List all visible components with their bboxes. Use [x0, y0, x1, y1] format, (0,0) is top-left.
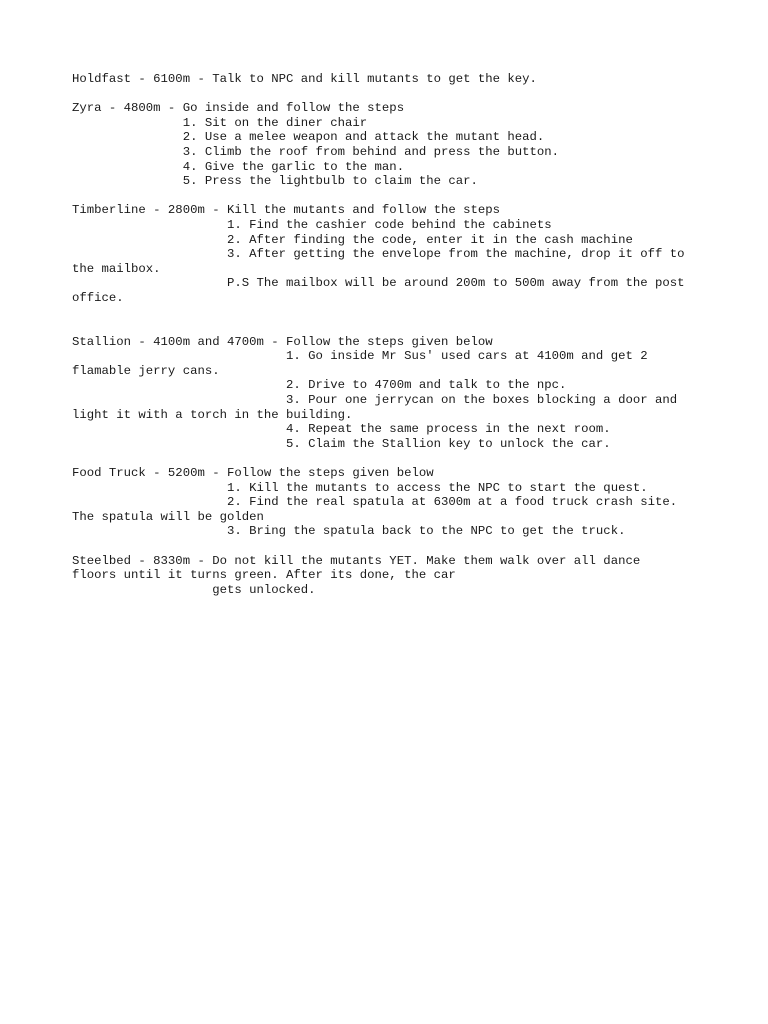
text-line: 2. After finding the code, enter it in the cash machine	[72, 232, 633, 247]
text-line: floors until it turns green. After its done, the car	[72, 568, 456, 583]
blank-line	[72, 451, 702, 466]
text-line: 5. Claim the Stallion key to unlock the car.	[72, 436, 611, 451]
blank-line	[72, 306, 702, 321]
text-line: 1. Find the cashier code behind the cabinets	[72, 217, 552, 232]
text-line: 2. Use a melee weapon and attack the mutant head.	[72, 130, 545, 145]
text-line: Steelbed - 8330m - Do not kill the mutants YET. Make them walk over all dance	[72, 553, 641, 568]
text-line: the mailbox.	[72, 261, 161, 276]
text-line: 1. Kill the mutants to access the NPC to start the quest.	[72, 480, 648, 495]
blank-line	[72, 87, 702, 102]
document-page	[72, 72, 702, 597]
text-line: 1. Go inside Mr Sus' used cars at 4100m and get 2	[72, 349, 648, 364]
text-line: 3. Bring the spatula back to the NPC to get the truck.	[72, 524, 626, 539]
text-line: 2. Find the real spatula at 6300m at a food truck crash site.	[72, 495, 678, 510]
text-line: office.	[72, 290, 124, 305]
text-line: Food Truck - 5200m - Follow the steps given below	[72, 466, 434, 481]
text-line: flamable jerry cans.	[72, 363, 220, 378]
text-line: gets unlocked.	[72, 582, 316, 597]
text-line: 4. Give the garlic to the man.	[72, 159, 405, 174]
text-line: 2. Drive to 4700m and talk to the npc.	[72, 378, 567, 393]
text-line: P.S The mailbox will be around 200m to 500m away from the post	[72, 276, 685, 291]
text-line: Zyra - 4800m - Go inside and follow the steps	[72, 101, 405, 116]
text-line: Stallion - 4100m and 4700m - Follow the steps given below	[72, 334, 493, 349]
text-line: 1. Sit on the diner chair	[72, 115, 368, 130]
text-line: Timberline - 2800m - Kill the mutants and follow the steps	[72, 203, 501, 218]
blank-line	[72, 539, 702, 554]
text-line: Holdfast - 6100m - Talk to NPC and kill mutants to get the key.	[72, 72, 537, 86]
text-line: The spatula will be golden	[72, 509, 264, 524]
text-line: 3. After getting the envelope from the machine, drop it off to	[72, 247, 685, 262]
blank-line	[72, 189, 702, 204]
text-line: 4. Repeat the same process in the next room.	[72, 422, 611, 437]
text-line: 5. Press the lightbulb to claim the car.	[72, 174, 478, 189]
text-line: light it with a torch in the building.	[72, 407, 353, 422]
text-line: 3. Pour one jerrycan on the boxes blocking a door and	[72, 393, 678, 408]
text-line: 3. Climb the roof from behind and press the button.	[72, 144, 560, 159]
blank-line	[72, 320, 702, 335]
